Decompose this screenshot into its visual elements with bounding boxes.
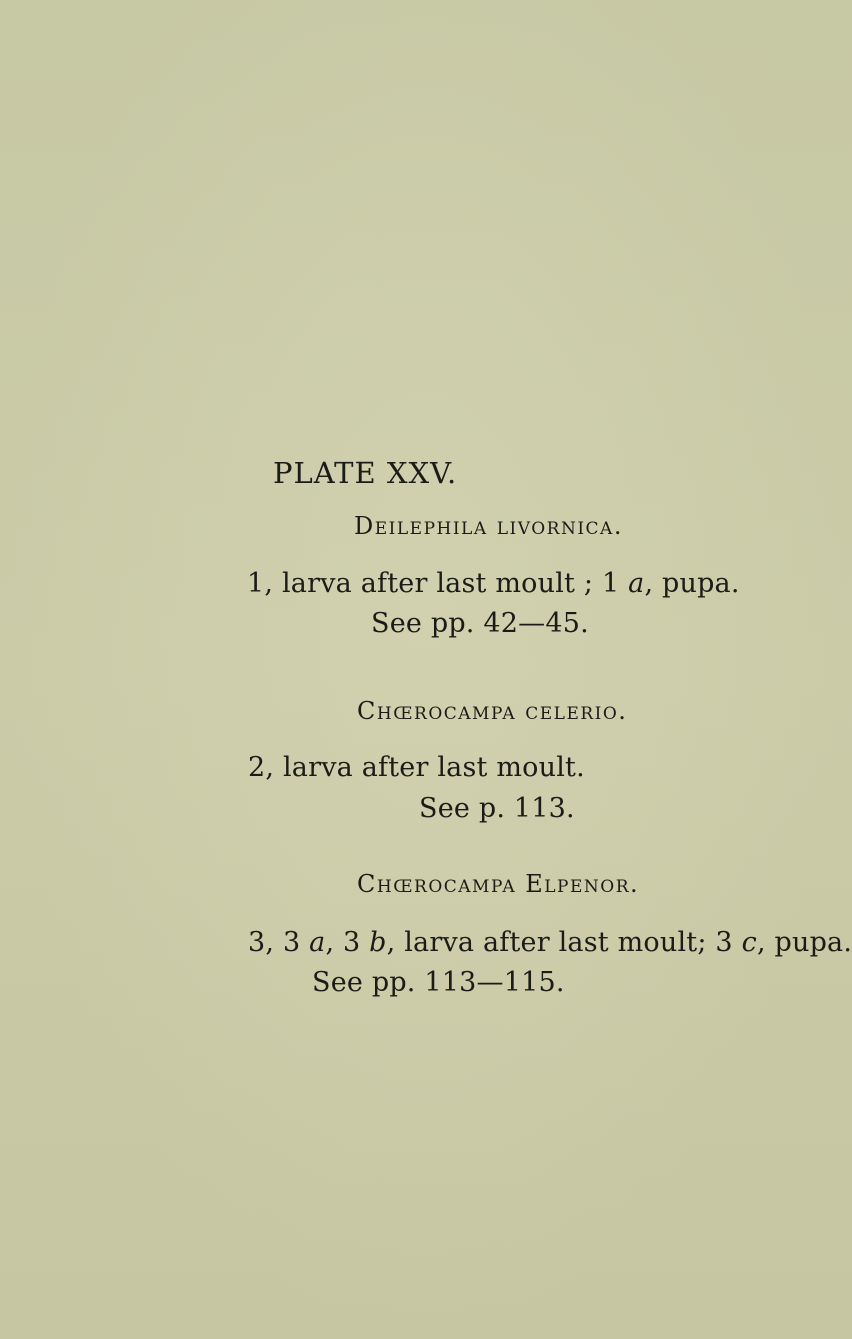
plate-title: PLATE XXV. bbox=[273, 456, 458, 490]
figure-letter: a bbox=[628, 568, 645, 599]
figure-letter: a bbox=[309, 927, 326, 958]
figure-description-3 bbox=[248, 927, 852, 958]
description-text: , pupa. bbox=[644, 568, 740, 599]
figure-number: 2 bbox=[248, 752, 266, 783]
description-text: , 3 bbox=[325, 927, 370, 958]
figure-description-1 bbox=[247, 568, 740, 599]
page-reference-1: See pp. 42—45. bbox=[371, 608, 589, 639]
figure-number: 1 bbox=[247, 568, 265, 599]
description-text: , larva after last moult. bbox=[265, 752, 585, 783]
figure-description-2 bbox=[248, 752, 585, 783]
description-text: , 3 bbox=[265, 927, 310, 958]
figure-letter: b bbox=[369, 927, 387, 958]
page-reference-3: See pp. 113—115. bbox=[312, 967, 565, 998]
description-text: , pupa. bbox=[756, 927, 852, 958]
species-heading-deilephila-livornica: Deilephila livornica. bbox=[354, 512, 623, 540]
page-reference-2: See p. 113. bbox=[419, 793, 575, 824]
description-text: , larva after last moult; 3 bbox=[386, 927, 742, 958]
description-text: , larva after last moult ; 1 bbox=[264, 568, 629, 599]
species-heading-choerocampa-celerio: Chœrocampa celerio. bbox=[357, 697, 628, 725]
species-heading-choerocampa-elpenor: Chœrocampa Elpenor. bbox=[357, 870, 640, 898]
figure-letter: c bbox=[741, 927, 757, 958]
figure-number: 3 bbox=[248, 927, 266, 958]
